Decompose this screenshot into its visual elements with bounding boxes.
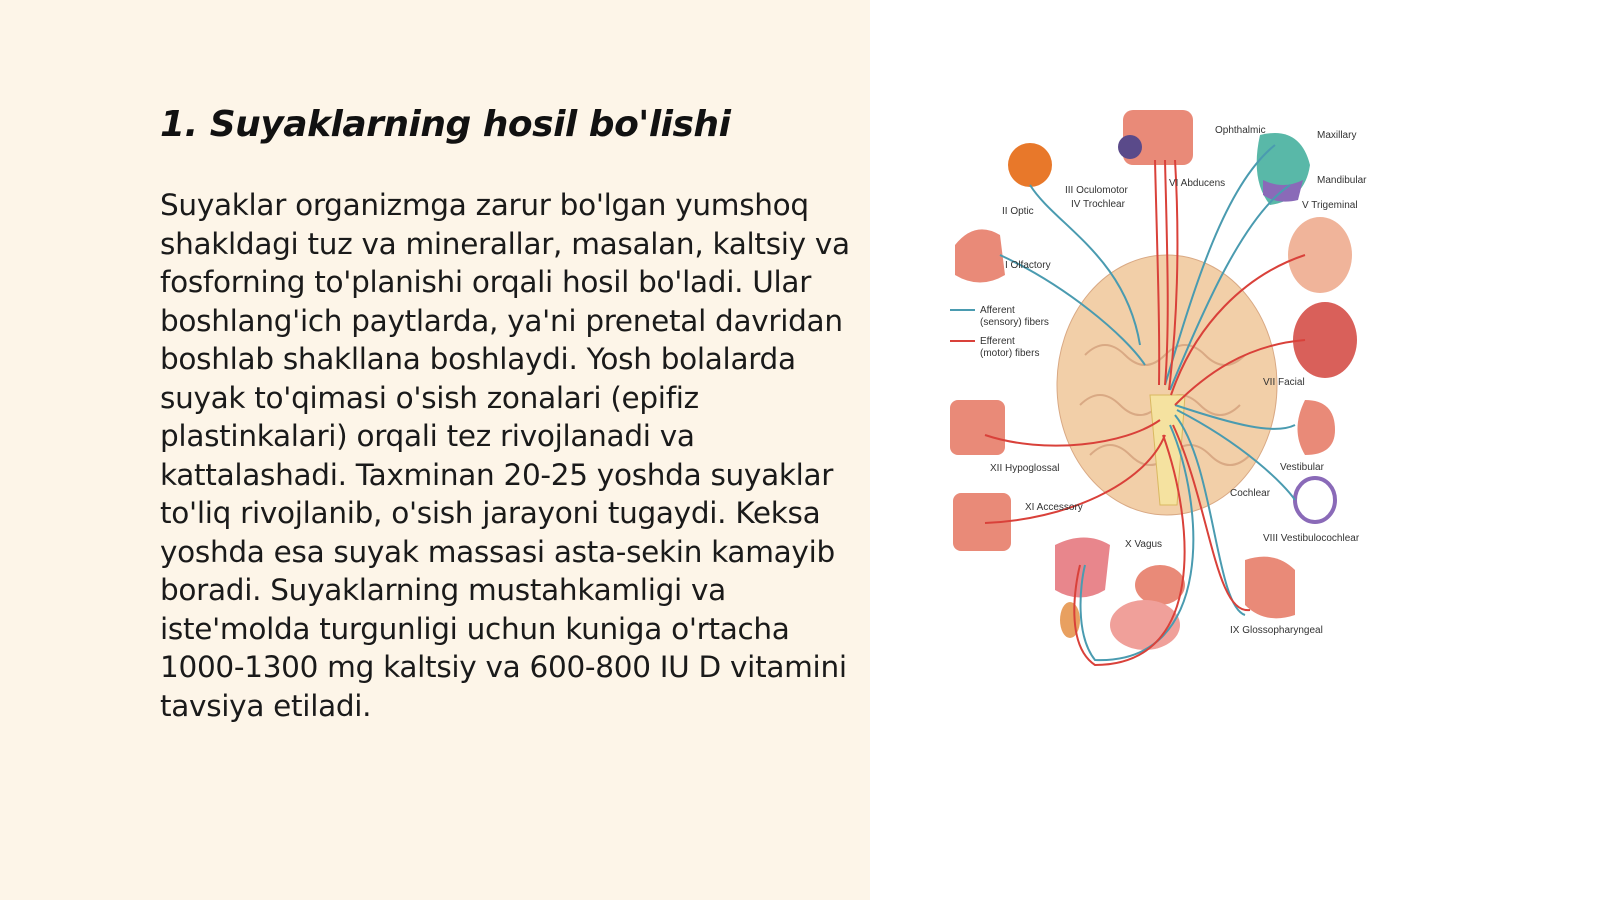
eyeball-figure: [1008, 143, 1052, 187]
label-facial: VII Facial: [1263, 377, 1305, 388]
label-accessory: XI Accessory: [1025, 502, 1083, 513]
throat-figure: [1245, 557, 1295, 619]
legend-afferent-sub: (sensory) fibers: [980, 317, 1049, 328]
label-oculomotor: III Oculomotor: [1065, 185, 1128, 196]
ear-figure: [1298, 400, 1336, 455]
legend-efferent: Efferent: [980, 336, 1015, 347]
label-vagus: X Vagus: [1125, 539, 1163, 550]
cranial-nerves-illustration: [945, 105, 1405, 685]
slide-title: 1. Suyaklarning hosil bo'lishi: [160, 104, 731, 145]
label-olfactory: I Olfactory: [1005, 260, 1051, 271]
label-glossopharyngeal: IX Glossopharyngeal: [1230, 625, 1323, 636]
legend-efferent-sub: (motor) fibers: [980, 348, 1040, 359]
label-cochlear: Cochlear: [1230, 488, 1271, 499]
label-ophthalmic: Ophthalmic: [1215, 125, 1266, 136]
cranial-nerves-diagram: [945, 105, 1405, 685]
slide-body-text: Suyaklar organizmga zarur bo'lgan yumshoq shakldagi tuz va minerallar, masalan, kaltsiy va fosforning to'planishi orqali hosil bo'ladi. Ular boshlang'ich paytlarda, ya'ni prenetal davridan boshlab shakllana boshlaydi. Yosh bolalarda suyak to'qimasi o'sish zonalari (epifiz plastinkalari) orqali tez rivojlanadi va kattalashadi. Taxminan 20-25 yoshda suyaklar to'liq rivojlanib, o'sish jarayoni tugaydi. Keksa yoshda esa suyak massasi asta-sekin kamayib boradi. Suyaklarning mustahkamligi va iste'molda turgunligi uchun kuniga o'rtacha 1000-1300 mg kaltsiy va 600-800 IU D vitamini tavsiya etiladi.: [160, 188, 850, 723]
legend-afferent: Afferent: [980, 305, 1015, 316]
label-abducens: VI Abducens: [1169, 178, 1226, 189]
inner-ear-figure: [1295, 478, 1335, 522]
label-trochlear: IV Trochlear: [1071, 199, 1125, 210]
label-maxillary: Maxillary: [1317, 130, 1357, 141]
label-vestibulocochlear: VIII Vestibulocochlear: [1263, 533, 1360, 544]
heart-lungs-figure: [1055, 538, 1110, 598]
tongue-figure: [950, 400, 1005, 455]
label-vestibular: Vestibular: [1280, 462, 1324, 473]
stomach-figure: [1135, 565, 1185, 605]
skull-figure: [1288, 217, 1352, 293]
label-trigeminal: V Trigeminal: [1302, 200, 1358, 211]
label-optic: II Optic: [1002, 206, 1034, 217]
label-hypoglossal: XII Hypoglossal: [990, 463, 1060, 474]
nose-figure: [955, 229, 1005, 282]
label-mandibular: Mandibular: [1317, 175, 1367, 186]
